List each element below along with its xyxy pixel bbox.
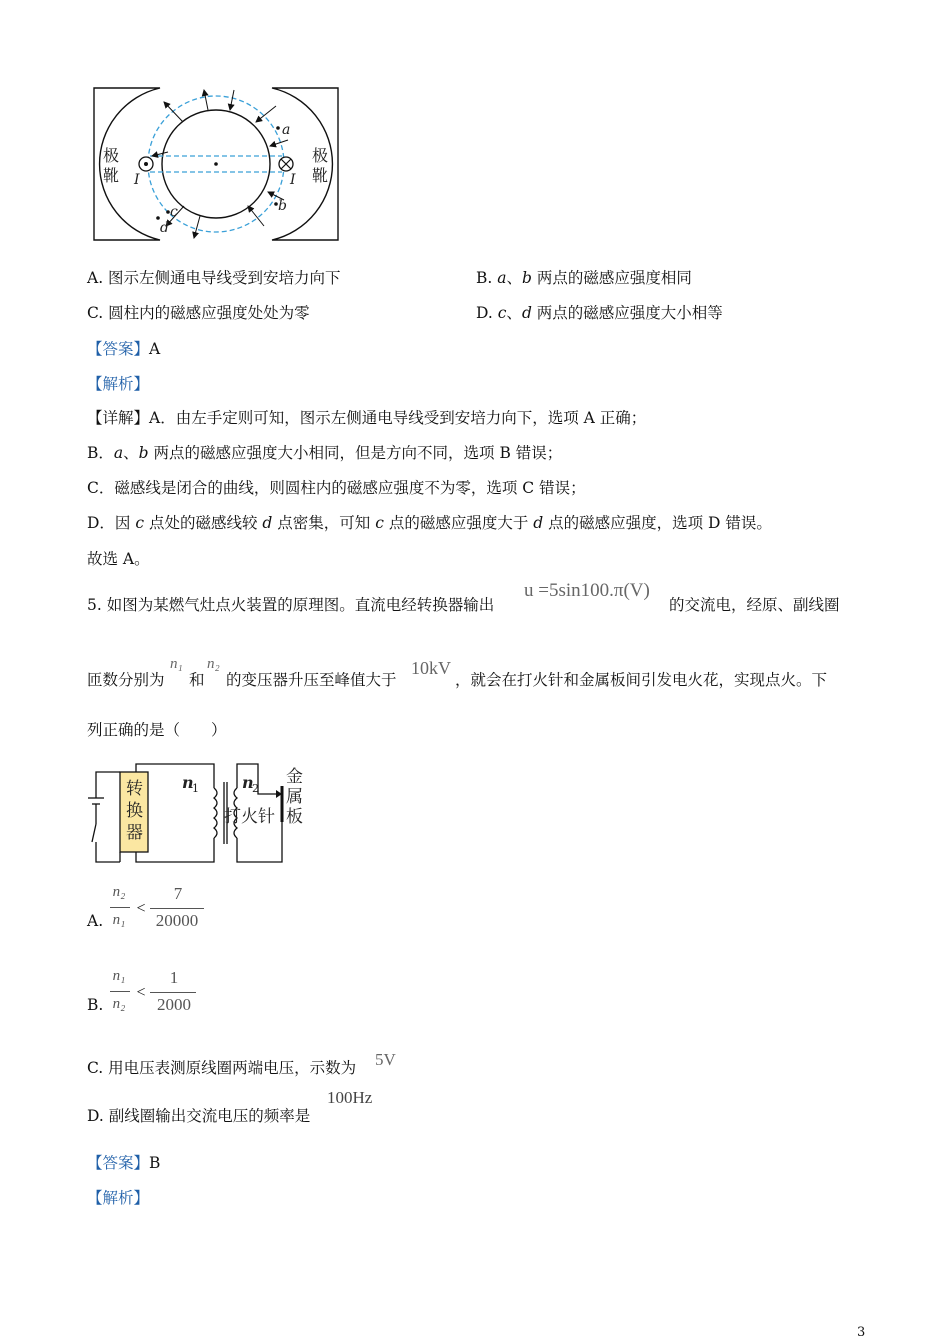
q4-detail-c: C．磁感线是闭合的曲线，则圆柱内的磁感应强度不为零，选项 C 错误； [87,479,586,497]
n2-sub: 2 [252,782,259,795]
current-left-label: I [134,172,140,188]
plate-label-2: 属 [286,787,303,807]
q5-answer: 【答案】B [87,1154,161,1172]
plate-label-3: 板 [286,807,303,827]
q5-kv: 10kV [411,658,451,678]
q4-detail-a: 【详解】A．由左手定则可知，图示左侧通电导线受到安培力向下，选项 A 正确； [87,409,647,427]
q5-option-b-formula: n₁ n₂ < 1 2000 [106,968,206,1020]
q5-option-c-value: 5V [375,1050,396,1069]
q5-n1: n₁ [170,656,183,672]
q4-answer: 【答案】A [87,340,161,358]
q4-conclusion: 故选 A。 [87,550,150,568]
q4-option-d: D. c、d 两点的磁感应强度大小相等 [476,304,723,322]
q5-option-c: C. 用电压表测原线圈两端电压，示数为 [87,1059,357,1077]
q5-option-a-formula: n₂ n₁ < 7 20000 [106,884,206,936]
q5-option-d: D. 副线圈输出交流电压的频率是 [87,1107,311,1125]
n2-label: n [242,773,254,792]
n1-sub: 1 [192,782,199,795]
q5-stem-line2b: 的变压器升压至峰值大于 [226,671,397,689]
igniter-circuit-figure [86,758,316,868]
point-a-label: a [282,122,291,138]
page-number: 3 [857,1325,866,1340]
plate-label-1: 金 [286,767,303,787]
current-right-label: I [290,172,296,188]
q4-option-b: B. a、b 两点的磁感应强度相同 [476,269,692,287]
q5-option-a-label: A. [87,912,104,930]
converter-label-2: 换 [126,801,143,821]
n1-label: n [182,773,194,792]
converter-label-3: 器 [126,823,143,843]
q5-n2: n₂ [207,656,220,672]
q4-option-c: C. 圆柱内的磁感应强度处处为零 [87,304,310,322]
q5-formula-u: u =5sin100.π(V) [524,580,650,601]
q5-stem-line3: 列正确的是（ ） [87,721,227,739]
needle-label: 打火针 [224,807,275,827]
q4-option-a: A. 图示左侧通电导线受到安培力向下 [87,269,341,287]
point-b-label: b [278,198,287,214]
point-c-label: c [170,204,178,220]
point-d-label: d [160,220,169,236]
q5-stem-line1b: 的交流电，经原、副线圈 [669,596,840,614]
left-pole-label: 极靴 [103,146,120,185]
q5-stem-line1: 5. 如图为某燃气灶点火装置的原理图。直流电经转换器输出 [87,596,495,614]
right-pole-label: 极靴 [312,146,329,185]
q5-stem-line2c: ，就会在打火针和金属板间引发电火花，实现点火。下 [455,671,828,689]
q4-detail-d: D．因 c 点处的磁感线较 d 点密集，可知 c 点的磁感应强度大于 d 点的磁感应强度，选项 D 错误。 [87,514,772,532]
q4-detail-b: B．a、b 两点的磁感应强度大小相同，但是方向不同，选项 B 错误； [87,444,563,462]
q5-analysis-tag: 【解析】 [87,1189,150,1207]
q5-option-b-label: B. [87,996,104,1014]
converter-label-1: 转 [126,779,143,799]
q5-option-d-value: 100Hz [327,1088,373,1107]
q5-stem-line2: 匝数分别为 [87,671,165,689]
q4-analysis-tag: 【解析】 [87,375,150,393]
q5-and: 和 [189,671,205,689]
magnetic-field-figure [88,84,344,246]
